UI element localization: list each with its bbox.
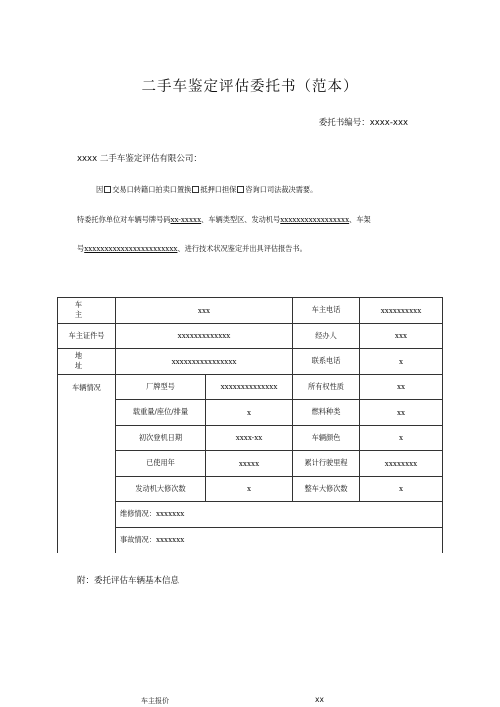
- checkbox-icon: 口: [214, 185, 222, 194]
- overhaul-label: 整车大修次数: [293, 476, 360, 502]
- ownership-value: xx: [360, 374, 443, 400]
- owner-label: 车 主: [58, 298, 116, 324]
- years-used-value: xxxxx: [206, 451, 293, 477]
- contact-phone-value: x: [360, 349, 443, 375]
- owner-quote-label: 车主报价: [141, 697, 169, 705]
- model-value: xxxxxxxxxxxxxx: [206, 374, 293, 400]
- ownership-label: 所有权性质: [293, 374, 360, 400]
- contact-phone-label: 联系电话: [293, 349, 360, 375]
- engine-repair-value: x: [206, 476, 293, 502]
- checkbox-icon: 口: [148, 185, 156, 194]
- agent-value: xxx: [360, 323, 443, 349]
- checkbox-icon: 口: [126, 185, 134, 194]
- purpose-line: 因 交易口转籍口拍卖口置换 抵押口担保 咨询口司法裁决需要。: [96, 185, 318, 194]
- registration-date-value: xxxx-xx: [206, 425, 293, 451]
- registration-date-label: 初次登机日期: [116, 425, 206, 451]
- owner-value: xxx: [116, 298, 293, 324]
- document-title: 二手车鉴定评估委托书（范本）: [141, 79, 359, 95]
- owner-quote-value: xx: [315, 695, 324, 704]
- model-label: 厂牌型号: [116, 374, 206, 400]
- plate-number: xx-xxxxx: [170, 215, 202, 224]
- table-row: [58, 298, 443, 324]
- owner-id-label: 车主证件号: [58, 323, 116, 349]
- vehicle-info-table: [57, 297, 443, 553]
- mileage-label: 累计行驶里程: [293, 451, 360, 477]
- checkbox-icon: 口: [169, 185, 177, 194]
- document-number: 委托书编号：xxxx-xxx: [318, 118, 408, 128]
- engine-number: xxxxxxxxxxxxxxxxx: [280, 215, 350, 224]
- table-row: [58, 451, 443, 477]
- checkbox-icon: [104, 186, 111, 193]
- mileage-value: xxxxxxxx: [360, 451, 443, 477]
- table-row: [58, 425, 443, 451]
- table-row: [58, 400, 443, 426]
- table-row: [58, 323, 443, 349]
- agent-label: 经办人: [293, 323, 360, 349]
- capacity-value: x: [206, 400, 293, 426]
- years-used-label: 已使用年: [116, 451, 206, 477]
- fuel-label: 燃料种类: [293, 400, 360, 426]
- owner-phone-label: 车主电话: [293, 298, 360, 324]
- address-value: xxxxxxxxxxxxxxxx: [116, 349, 293, 375]
- vehicle-section-label: 车辆情况: [58, 374, 116, 553]
- vehicle-statement-line-2: 号xxxxxxxxxxxxxxxxxxxxxxx、进行技术状况鉴定并出具评估报告书。: [77, 244, 307, 253]
- table-row: [58, 502, 443, 528]
- table-row: [58, 349, 443, 375]
- vehicle-statement-line-1: 特委托你单位对车辆号牌号码xx-xxxxx、车辆类型区、发动机号xxxxxxxxxxxxxxxxx、车架: [77, 215, 371, 224]
- color-value: x: [360, 425, 443, 451]
- accident-info: 事故情况：xxxxxxx: [116, 527, 443, 553]
- color-label: 车辆颜色: [293, 425, 360, 451]
- address-label: 地 址: [58, 349, 116, 375]
- overhaul-value: x: [360, 476, 443, 502]
- table-row: [58, 527, 443, 553]
- owner-phone-value: xxxxxxxxxx: [360, 298, 443, 324]
- table-row: [58, 476, 443, 502]
- repair-info: 维修情况：xxxxxxx: [116, 502, 443, 528]
- owner-id-value: xxxxxxxxxxxxx: [116, 323, 293, 349]
- checkbox-icon: 口: [259, 185, 267, 194]
- engine-repair-label: 发动机大修次数: [116, 476, 206, 502]
- vin-number: xxxxxxxxxxxxxxxxxxxxxxx: [84, 244, 178, 253]
- checkbox-icon: [237, 186, 244, 193]
- appendix-heading: 附：委托评估车辆基本信息: [77, 576, 180, 586]
- fuel-value: xx: [360, 400, 443, 426]
- greeting: xxxx 二手车鉴定评估有限公司：: [77, 154, 202, 164]
- checked-box-icon: 因: [96, 185, 104, 194]
- capacity-label: 载重量/座位/排量: [116, 400, 206, 426]
- checkbox-icon: [192, 186, 199, 193]
- table-row: [58, 374, 443, 400]
